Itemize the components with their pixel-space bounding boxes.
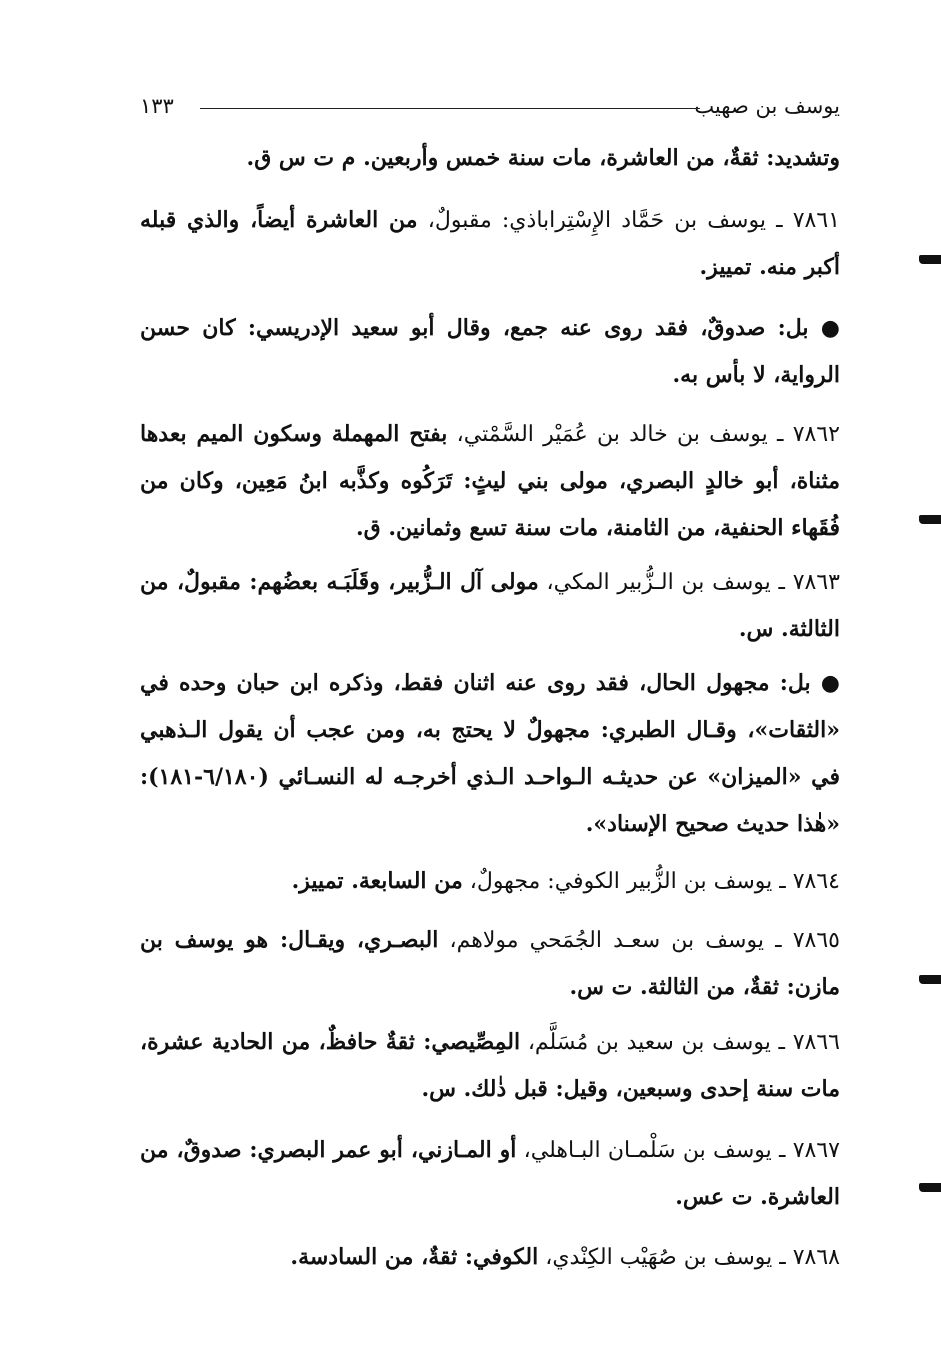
- entry-7863: ٧٨٦٣ ـ يوسف بن الـزُّبير المكي، مولى آل الـزُّبير، وقَلَبَـه بعضُهم: مقبولٌ، من الثالثة. س.: [140, 569, 840, 642]
- margin-tab-mark: [919, 255, 941, 264]
- margin-tab-mark: [919, 975, 941, 984]
- note-7861: ● بل: صدوقٌ، فقد روى عنه جمع، وقال أبو سعيد الإدريسي: كان حسن الرواية، لا بأس به.: [140, 315, 840, 388]
- running-head: يوسف بن صهيب: [694, 94, 840, 118]
- entry-7868: ٧٨٦٨ ـ يوسف بن صُهَيْب الكِنْدي، الكوفي: ثقةٌ، من السادسة.: [290, 1244, 840, 1270]
- entry-7866: ٧٨٦٦ ـ يوسف بن سعيد بن مُسَلَّم، المِصِّيصي: ثقةٌ حافظٌ، من الحادية عشرة، مات سنة إحدى وسبعين، وقيل: قبل ذٰلك. س.: [140, 1029, 840, 1102]
- page-number: ١٣٣: [140, 94, 174, 118]
- header-rule: [200, 108, 700, 109]
- entry-7865: ٧٨٦٥ ـ يوسف بن سعـد الجُمَحي مولاهم، البصـري، ويقـال: هو يوسف بن مازن: ثقةٌ، من الثالثة. ت س.: [140, 927, 840, 1000]
- entry-continuation: وتشديد: ثقةٌ، من العاشرة، مات سنة خمس وأربعين. م ت س ق.: [246, 145, 840, 171]
- margin-tab-mark: [919, 515, 941, 524]
- page-header: [140, 92, 840, 126]
- margin-tab-mark: [919, 1183, 941, 1192]
- entry-7864: ٧٨٦٤ ـ يوسف بن الزُّبير الكوفي: مجهولٌ، من السابعة. تمييز.: [291, 868, 840, 894]
- entry-7867: ٧٨٦٧ ـ يوسف بن سَلْمـان البـاهلي، أو المـازني، أبو عمر البصري: صدوقٌ، من العاشرة. ت عس.: [140, 1137, 840, 1210]
- note-7863: ● بل: مجهول الحال، فقد روى عنه اثنان فقط، وذكره ابن حبان وحده في «الثقات»، وقـال الطبري: مجهولٌ لا يحتج به، ومن عجب أن يقول الـذهبي في «الميزان» عن حديثـه الـواحـد الـذي أخرجـه له النسـائي (٦/١٨٠-١٨١): «هٰذا حديث صحيح الإسناد».: [140, 670, 840, 837]
- entry-7862: ٧٨٦٢ ـ يوسف بن خالد بن عُمَيْر السَّمْتي، بفتح المهملة وسكون الميم بعدها مثناة، أبو خالدٍ البصري، مولى بني ليثٍ: تَرَكُوه وكذَّبه ابنُ مَعِين، وكان من فُقَهاء الحنفية، من الثامنة، مات سنة تسع وثمانين. ق.: [140, 421, 840, 541]
- entry-7861: ٧٨٦١ ـ يوسف بن حَمَّاد الإِسْتِراباذي: مقبولٌ، من العاشرة أيضاً، والذي قبله أكبر منه. تمييز.: [140, 207, 840, 280]
